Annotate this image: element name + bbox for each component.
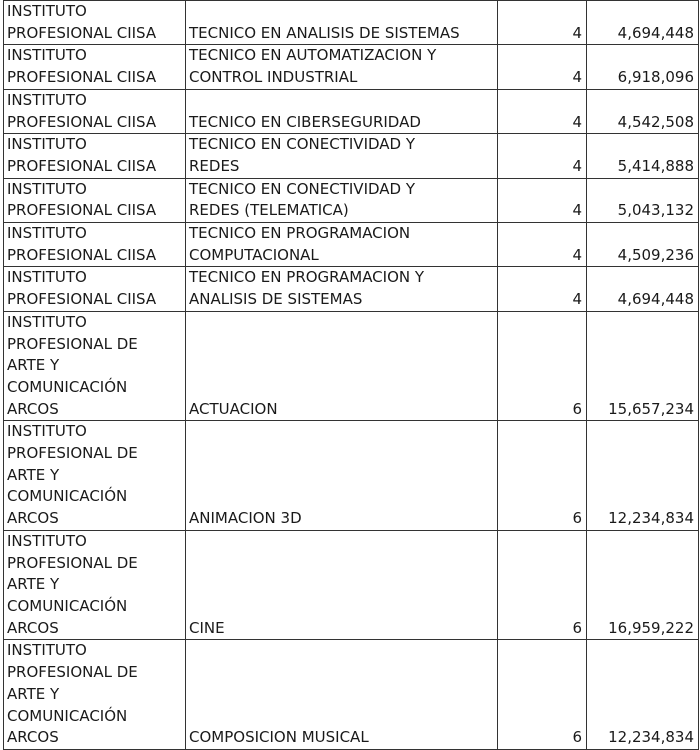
amount-cell: 4,694,448 [587, 267, 699, 311]
table-row [4, 223, 699, 267]
program-cell: ANIMACION 3D [186, 421, 498, 531]
program-cell: TECNICO EN CONECTIVIDAD Y REDES [186, 134, 498, 178]
institution-cell: INSTITUTO PROFESIONAL CIISA [4, 45, 186, 89]
institution-cell: INSTITUTO PROFESIONAL CIISA [4, 178, 186, 222]
table-row [4, 45, 699, 89]
institution-cell: INSTITUTO PROFESIONAL CIISA [4, 89, 186, 133]
table-row [4, 178, 699, 222]
table-row [4, 311, 699, 421]
table-row [4, 421, 699, 531]
institution-cell: INSTITUTO PROFESIONAL DE ARTE Y COMUNICACIÓN ARCOS [4, 640, 186, 750]
years-cell: 4 [498, 45, 587, 89]
program-cell: ACTUACION [186, 311, 498, 421]
program-cell: TECNICO EN CONECTIVIDAD Y REDES (TELEMATICA) [186, 178, 498, 222]
program-cell: TECNICO EN PROGRAMACION Y ANALISIS DE SISTEMAS [186, 267, 498, 311]
table-row [4, 530, 699, 640]
program-cell: CINE [186, 530, 498, 640]
years-cell: 6 [498, 530, 587, 640]
program-cell: TECNICO EN PROGRAMACION COMPUTACIONAL [186, 223, 498, 267]
amount-cell: 5,414,888 [587, 134, 699, 178]
amount-cell: 16,959,222 [587, 530, 699, 640]
institution-cell: INSTITUTO PROFESIONAL CIISA [4, 267, 186, 311]
amount-cell: 12,234,834 [587, 640, 699, 750]
years-cell: 4 [498, 89, 587, 133]
program-cell: COMPOSICION MUSICAL [186, 640, 498, 750]
table-row [4, 89, 699, 133]
years-cell: 4 [498, 134, 587, 178]
table-row [4, 640, 699, 750]
institution-cell: INSTITUTO PROFESIONAL DE ARTE Y COMUNICACIÓN ARCOS [4, 530, 186, 640]
amount-cell: 4,509,236 [587, 223, 699, 267]
institution-cell: INSTITUTO PROFESIONAL DE ARTE Y COMUNICACIÓN ARCOS [4, 421, 186, 531]
program-cell: TECNICO EN AUTOMATIZACION Y CONTROL INDUSTRIAL [186, 45, 498, 89]
program-cell: TECNICO EN ANALISIS DE SISTEMAS [186, 1, 498, 45]
amount-cell: 5,043,132 [587, 178, 699, 222]
years-cell: 4 [498, 267, 587, 311]
amount-cell: 12,234,834 [587, 421, 699, 531]
programs-table [3, 0, 699, 750]
institution-cell: INSTITUTO PROFESIONAL CIISA [4, 1, 186, 45]
program-cell: TECNICO EN CIBERSEGURIDAD [186, 89, 498, 133]
years-cell: 4 [498, 178, 587, 222]
table-row [4, 1, 699, 45]
amount-cell: 4,542,508 [587, 89, 699, 133]
institution-cell: INSTITUTO PROFESIONAL CIISA [4, 223, 186, 267]
years-cell: 4 [498, 1, 587, 45]
institution-cell: INSTITUTO PROFESIONAL CIISA [4, 134, 186, 178]
years-cell: 4 [498, 223, 587, 267]
years-cell: 6 [498, 421, 587, 531]
amount-cell: 4,694,448 [587, 1, 699, 45]
amount-cell: 6,918,096 [587, 45, 699, 89]
years-cell: 6 [498, 311, 587, 421]
years-cell: 6 [498, 640, 587, 750]
amount-cell: 15,657,234 [587, 311, 699, 421]
table-row [4, 267, 699, 311]
institution-cell: INSTITUTO PROFESIONAL DE ARTE Y COMUNICACIÓN ARCOS [4, 311, 186, 421]
table-row [4, 134, 699, 178]
